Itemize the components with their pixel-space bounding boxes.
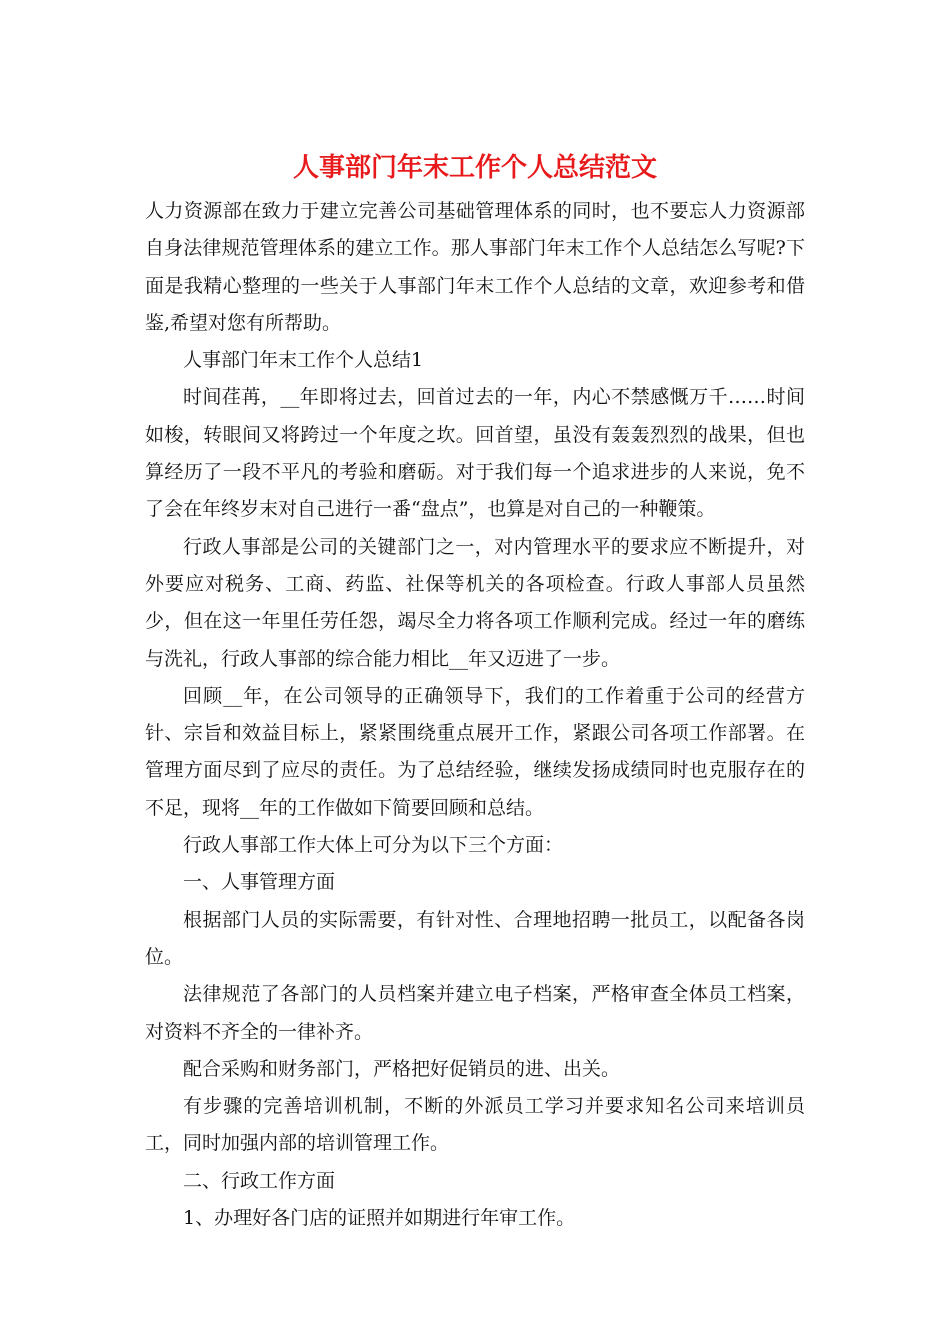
body-paragraph: 根据部门人员的实际需要，有针对性、合理地招聘一批员工，以配备各岗位。	[145, 908, 805, 968]
body-paragraph: 回顾__年，在公司领导的正确领导下，我们的工作着重于公司的经营方针、宗旨和效益目标上，紧紧围绕重点展开工作，紧跟公司各项工作部署。在管理方面尽到了应尽的责任。为了总结经验，继续发扬成绩同时也克服存在的不足，现将__年的工作做如下简要回顾和总结。	[145, 684, 805, 819]
body-paragraph: 配合采购和财务部门，严格把好促销员的进、出关。	[183, 1057, 621, 1080]
body-paragraph: 有步骤的完善培训机制，不断的外派员工学习并要求知名公司来培训员工，同时加强内部的培训管理工作。	[145, 1095, 805, 1155]
body-paragraph: 1、办理好各门店的证照并如期进行年审工作。	[183, 1207, 576, 1230]
body-paragraph: 行政人事部工作大体上可分为以下三个方面：	[183, 834, 564, 857]
section-heading-administration: 二、行政工作方面	[183, 1169, 336, 1192]
body-paragraph: 行政人事部是公司的关键部门之一，对内管理水平的要求应不断提升，对外要应对税务、工商、药监、社保等机关的各项检查。行政人事部人员虽然少，但在这一年里任劳任怨，竭尽全力将各项工作顺利完成。经过一年的磨练与洗礼，行政人事部的综合能力相比__年又迈进了一步。	[145, 535, 805, 670]
document-body	[145, 193, 805, 1237]
body-paragraph: 时间荏苒，__年即将过去，回首过去的一年，内心不禁感慨万千……时间如梭，转眼间又将跨过一个年度之坎。回首望，虽没有轰轰烈烈的战果，但也算经历了一段不平凡的考验和磨砺。对于我们每一个追求进步的人来说，免不了会在年终岁末对自己进行一番“盘点”，也算是对自己的一种鞭策。	[145, 386, 805, 521]
section-heading-personnel: 一、人事管理方面	[183, 871, 336, 894]
section-heading-summary-1: 人事部门年末工作个人总结1	[183, 349, 424, 372]
document-title: 人事部门年末工作个人总结范文	[292, 153, 657, 183]
intro-paragraph: 人力资源部在致力于建立完善公司基础管理体系的同时，也不要忘人力资源部自身法律规范管理体系的建立工作。那人事部门年末工作个人总结怎么写呢?下面是我精心整理的一些关于人事部门年末工作个人总结的文章，欢迎参考和借鉴,希望对您有所帮助。	[145, 200, 805, 334]
body-paragraph: 法律规范了各部门的人员档案并建立电子档案，严格审查全体员工档案，对资料不齐全的一律补齐。	[145, 983, 805, 1043]
